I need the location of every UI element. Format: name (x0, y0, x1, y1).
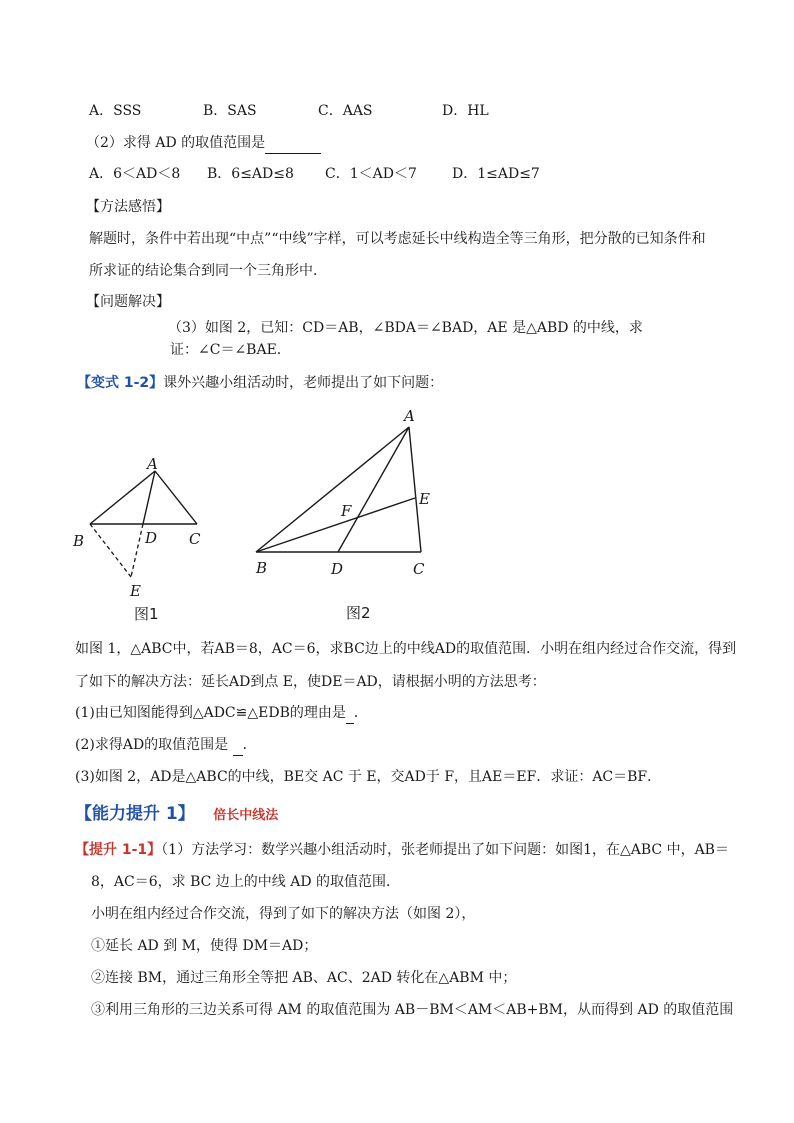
problem-line-2: 了如下的解决方法：延长AD到点 E，使DE＝AD，请根据小明的方法思考： (75, 674, 546, 690)
q1-option-c: C．AAS (318, 103, 373, 119)
fig2-segment-ab (256, 427, 409, 552)
fig1-label-e: E (130, 582, 141, 600)
answer-blank (265, 133, 321, 154)
fig1-label-c: C (189, 530, 201, 548)
q2-option-b: B．6≤AD≤8 (207, 166, 294, 182)
fig1-label-a: A (147, 455, 158, 473)
q2-prompt-text: （2）求得 AD 的取值范围是 (86, 135, 266, 151)
ability-heading: 【能力提升 1】 (75, 804, 195, 824)
answer-blank (233, 735, 243, 756)
method-heading: 【方法感悟】 (86, 199, 170, 215)
q1-option-d: D．HL (442, 103, 489, 119)
raise-line-3: 小明在组内经过合作交流，得到了如下的解决方法（如图 2）， (91, 906, 476, 922)
q2-option-d: D．1≤AD≤7 (452, 166, 540, 182)
solve-heading: 【问题解决】 (86, 294, 170, 310)
fig2-label-b: B (256, 559, 268, 577)
q2-prompt (86, 133, 321, 154)
q1-option-a: A．SSS (89, 103, 142, 119)
fig2-median-ad (338, 427, 409, 552)
raise-line-1-text: （1）方法学习：数学兴趣小组活动时，张老师提出了如下问题：如图1，在△ABC 中，AB＝ (161, 842, 729, 858)
ability-heading-row (75, 802, 278, 828)
q1-option-b: B．SAS (203, 103, 257, 119)
method-line-1: 解题时，条件中若出现“中点”“中线”字样，可以考虑延长中线构造全等三角形，把分散的已知条件和 (89, 231, 706, 247)
raise-step-3: ③利用三角形的三边关系可得 AM 的取值范围为 AB－BM＜AM＜AB+BM，从而得到 AD 的取值范围 (91, 1002, 734, 1018)
fig1-caption: 图1 (134, 605, 159, 623)
raise-line-2: 8，AC＝6，求 BC 边上的中线 AD 的取值范围． (91, 874, 401, 890)
raise-step-2: ②连接 BM，通过三角形全等把 AB、AC、2AD 转化在△ABM 中； (91, 970, 517, 986)
raise-tag: 【提升 1-1】 (75, 842, 162, 858)
variant-tag: 【变式 1-2】 (77, 375, 164, 391)
raise-step-1: ①延长 AD 到 M，使得 DM＝AD； (91, 938, 318, 954)
problem-line-1: 如图 1，△ABC中，若AB＝8，AC＝6，求BC边上的中线AD的取值范围．小明在组内经过合作交流，得到 (75, 641, 737, 657)
problem-q1-text: (1)由已知图能得到△ADC≌△EDB的理由是 (75, 705, 346, 721)
fig2-caption: 图2 (346, 604, 371, 622)
fig2-segment-be (256, 498, 415, 552)
problem-q2-text: (2)求得AD的取值范围是 (75, 737, 229, 753)
fig1-label-d: D (145, 529, 158, 547)
geometry-figures (0, 380, 794, 630)
ability-subheading: 倍长中线法 (213, 808, 279, 823)
fig2-label-f: F (341, 502, 352, 520)
answer-blank (346, 703, 354, 724)
fig2-label-a: A (404, 407, 415, 425)
problem-question-2: (2)求得AD的取值范围是 ． (75, 735, 257, 756)
fig2-label-c: C (413, 560, 425, 578)
variant-text: 课外兴趣小组活动时，老师提出了如下问题： (163, 375, 444, 391)
q2-option-a: A．6＜AD＜8 (89, 166, 181, 182)
q2-option-c: C．1＜AD＜7 (325, 166, 417, 182)
fig1-dashed-de (131, 524, 143, 577)
figure-2 (255, 407, 430, 622)
fig2-label-d: D (331, 560, 344, 578)
fig2-label-e: E (419, 490, 430, 508)
method-line-2: 所求证的结论集合到同一个三角形中． (89, 263, 327, 279)
figure-1 (72, 455, 201, 623)
fig1-label-b: B (73, 532, 85, 550)
solve-line-1: （3）如图 2，已知：CD＝AB，∠BDA＝∠BAD，AE 是△ABD 的中线，求 (168, 320, 643, 336)
solve-line-2: 证：∠C＝∠BAE． (170, 342, 291, 358)
fig1-dashed-be (90, 524, 131, 577)
raise-line-1 (75, 840, 729, 860)
problem-question-3: (3)如图 2，AD是△ABC的中线，BE交 AC 于 E，交AD于 F，且AE＝EF．求证：AC＝BF． (75, 769, 662, 785)
problem-question-1: (1)由已知图能得到△ADC≌△EDB的理由是 ． (75, 703, 368, 724)
fig1-segment-ac (155, 471, 197, 524)
